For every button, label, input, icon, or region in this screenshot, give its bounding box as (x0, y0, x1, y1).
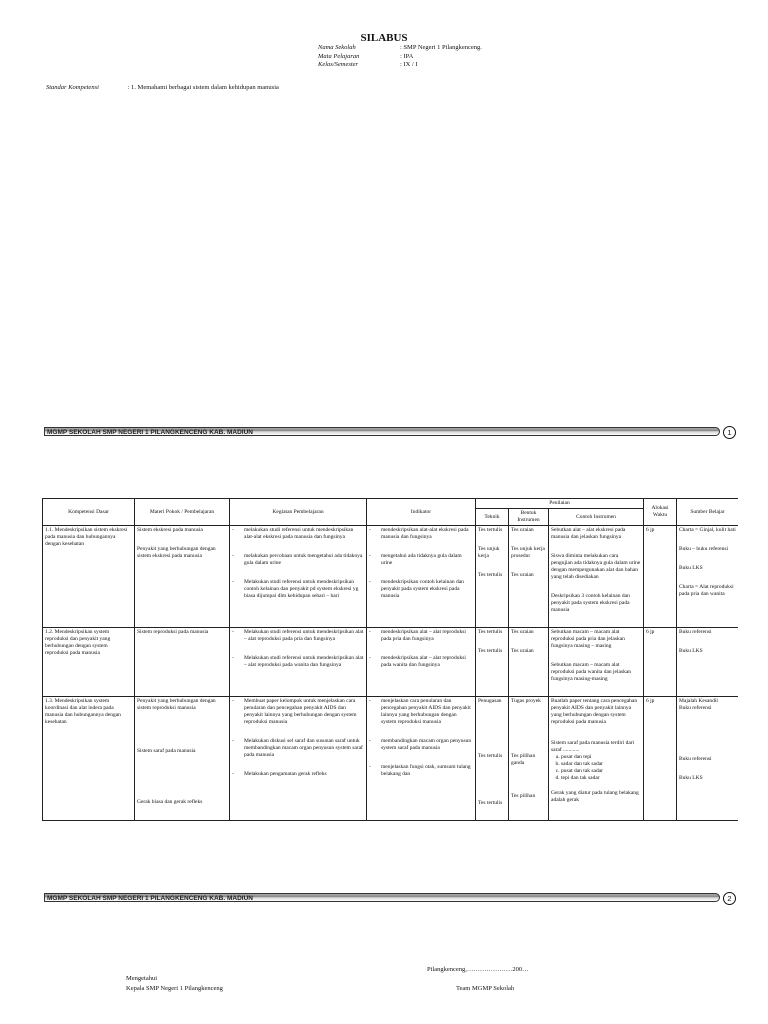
contoh-item: Sebutkan alat – alat ekskresi pada manusia dan jelaskan fungsinya (551, 527, 626, 540)
meta-row (318, 53, 482, 62)
meta-row (318, 61, 482, 70)
header-sumber: Sumber Belajar (677, 499, 738, 526)
sumber-item: Buku LKS (679, 648, 703, 654)
indikator-cell: - mendeskripsikan alat – alat reproduksi pada pria dan fungsinya - mendeskripsikan alat – alat reproduksi pada wanita dan fungsinya (367, 628, 476, 697)
option-item: a. pusat dan tepi (561, 754, 641, 761)
place-date: Pilangkenceng,…………………200… (427, 966, 529, 973)
materi-item: Penyakit yang berhubungan dengan sistem reproduksi manusia (137, 698, 216, 711)
mengetahui-label: Mengetahui (126, 975, 158, 982)
sumber-item: Buku – buku referensi (679, 546, 729, 552)
sumber-item: Buku referensi (679, 629, 712, 635)
teknik-item: Tes tertulis (478, 629, 503, 635)
kegiatan-item: Melakukan studi referensi untuk mendeskripsikan alat – alat reproduksi pada pria dan fungsinya (244, 629, 364, 642)
contoh-item: Buatlah paper tentang cara pencegahan penyakit AIDS dan penyakit lainnya yang berhubungan dengan system reproduksi pada manusia (551, 698, 638, 725)
contoh-item: Sebutkan macam – macam alat reproduksi pada wanita dan jelaskan fungsinya masing-masing (551, 662, 632, 682)
kepala-sekolah-label: Kepala SMP Negeri 1 Pilangkenceng (126, 985, 223, 992)
header-kegiatan: Kegiatan Pembelajaran (230, 499, 367, 526)
materi-cell (135, 628, 230, 697)
page-number-2: 2 (723, 892, 736, 905)
contoh-item: Gerak yang diatur pada tulang belakang adalah gerak (551, 790, 639, 803)
header-indikator: Indikator (367, 499, 476, 526)
kegiatan-cell: - Melakukan studi referensi untuk mendeskripsikan alat – alat reproduksi pada pria dan fungsinya - Melakukan studi referensi untuk mendeskripsikan alat – alat reproduksi pada wanita dan fungsinya (230, 628, 367, 697)
contoh-item: Sebutkan macam – macam alat reproduksi pada pria dan jelaskan fungsinya masing – masing (551, 629, 625, 649)
teknik-item: Penugasan (478, 698, 502, 704)
kegiatan-item: Melakukan studi referensi untuk mendeskripsikan contoh kelainan dan penyakit pd system ekskresi yg biasa dijumpai dlm kehidupan sehari – hari (244, 579, 359, 599)
materi-item: Sistem reproduksi pada manusia (137, 629, 209, 635)
teknik-cell (476, 697, 509, 821)
kegiatan-cell: - melakukan studi referensi untuk mendeskripsikan alat-alat ekskresi pada manusia dan fungsinya - melakukan percobaan untuk mengetahui ada tidaknya gula dalam urine - Melakukan studi referensi untuk mendeskripsikan contoh kelainan dan penyakit pd system ekskresi yg biasa dijumpai dlm kehidupan sehari – hari (230, 526, 367, 628)
table-row (43, 526, 739, 628)
meta-block (318, 44, 482, 70)
alokasi-cell: 6 jp (644, 697, 677, 821)
teknik-item: Tes tertulis (478, 648, 503, 654)
contoh-cell (549, 697, 644, 821)
page-footer-2: MGMP SEKOLAH SMP NEGERI 1 PILANGKENCENG KAB. MADIUN (44, 893, 720, 902)
bentuk-item: Tes pilihan (511, 793, 536, 799)
options-list (551, 754, 641, 782)
meta-value: : IX / I (400, 61, 418, 68)
teknik-item: Tes tertulis (478, 527, 503, 533)
meta-value: : SMP Negeri 1 Pilangkenceng. (400, 44, 482, 51)
bentuk-item: Tes uraian (511, 648, 534, 654)
materi-item: Sistem ekskresi pada manusia (137, 527, 203, 533)
contoh-item: Sistem saraf pada manusia terdiri dari saraf ............ (551, 740, 635, 753)
meta-value: : IPA (400, 52, 414, 60)
kegiatan-item: Melakukan studi referensi untuk mendeskripsikan alat – alat reproduksi pada wanita dan fungsinya (244, 655, 364, 668)
sumber-cell (677, 526, 738, 628)
header-alokasi: Alokasi Waktu (644, 499, 677, 526)
kd-cell: 1.2. Mendeskripsikan system reproduksi dan penyakit yang berhubungan dengan system reproduksi pada manusia (43, 628, 135, 697)
contoh-cell (549, 628, 644, 697)
sumber-item: Charta = Alat reproduksi pada pria dan wanita (679, 584, 734, 597)
kegiatan-item: melakukan percobaan untuk mengetahui ada tidaknya gula dalam urine (244, 553, 363, 566)
header-teknik: Teknik (476, 509, 509, 526)
materi-item: Gerak biasa dan gerak refleks (137, 799, 203, 805)
standar-kompetensi (46, 84, 279, 91)
teknik-cell (476, 526, 509, 628)
contoh-item: Deskripsikan 3 contoh kelainan dan penyakit pada system ekskresi pada manusia (551, 593, 630, 613)
materi-item: Sistem saraf pada manusia (137, 748, 196, 754)
option-item: d. tepi dan tak sadar (561, 775, 641, 782)
teknik-cell (476, 628, 509, 697)
team-mgmp-label: Team MGMP Sekolah (456, 985, 515, 992)
indikator-item: mendeskripsikan alat – alat reproduksi pada wanita dan fungsinya (381, 655, 466, 668)
kd-cell: 1.1. Mendeskripsikan sistem ekskresi pada manusia dan hubungannya dengan kesehatan (43, 526, 135, 628)
meta-label: Mata Pelajaran (318, 52, 360, 60)
bentuk-item: Tes uraian (511, 629, 534, 635)
kegiatan-item: Melakukan pengamatan gerak refleks (244, 771, 327, 777)
indikator-item: mendeskripsikan alat-alat ekskresi pada manusia dan fungsinya (381, 527, 469, 540)
contoh-cell (549, 526, 644, 628)
alokasi-cell: 6 jp (644, 526, 677, 628)
kegiatan-item: melakukan studi referensi untuk mendeskripsikan alat-alat ekskresi pada manusia dan fungsinya (244, 527, 354, 540)
header-penilaian: Penilaian (476, 499, 644, 509)
indikator-item: mendeskripsikan alat – alat reproduksi pada pria dan fungsinya (381, 629, 466, 642)
kegiatan-cell: - Membuat paper kelompok untuk menjelaskan cara penularan dan pencegahan penyakit AIDS dan penyakit lainnya yang berhubungan dengan system reproduksi manusia - Melakukan diskusi sel saraf dan susunan saraf untuk membandingkan macam organ penyusun system saraf pada manusia - Melakukan pengamatan gerak refleks (230, 697, 367, 821)
page-footer-1: MGMP SEKOLAH SMP NEGERI 1 PILANGKENCENG KAB. MADIUN (44, 427, 720, 436)
sumber-item: Buku referensi (679, 756, 712, 762)
teknik-item: Tes unjuk kerja (478, 546, 500, 559)
teknik-item: Tes tertulis (478, 800, 503, 806)
materi-item: Penyakit yang berhubungan dengan sistem ekskresi pada manusia (137, 546, 216, 559)
standar-value: : 1. Memahami berbagai sistem dalam kehidupan manusia (127, 84, 279, 91)
bentuk-cell (509, 697, 549, 821)
standar-label: Standar Kompetensi (46, 84, 99, 91)
indikator-cell: - mendeskripsikan alat-alat ekskresi pada manusia dan fungsinya - mengetahui ada tidaknya gula dalam urine - mendeskripsikan contoh kelainan dan penyakit pada system ekskresi pada manusia (367, 526, 476, 628)
bentuk-item: Tes pilihan ganda (511, 753, 536, 766)
teknik-item: Tes tertulis (478, 572, 503, 578)
indikator-item: membandingkan macam organ penyusun system saraf pada manusia (381, 738, 472, 751)
bentuk-item: Tugas proyek (511, 698, 541, 704)
table-row (43, 697, 739, 821)
option-item: c. pusat dan tak sadar (561, 768, 641, 775)
materi-cell (135, 526, 230, 628)
sumber-item: Charta = Ginjal, kulit hati (679, 527, 736, 533)
document-title: SILABUS (360, 32, 408, 44)
alokasi-cell: 6 jp (644, 628, 677, 697)
teknik-item: Tes tertulis (478, 753, 503, 759)
bentuk-cell (509, 628, 549, 697)
sumber-item: Majalah Kesandil (679, 698, 718, 704)
kegiatan-item: Membuat paper kelompok untuk menjelaskan cara penularan dan pencegahan penyakit AIDS dan penyakit lainnya yang berhubungan dengan system reproduksi manusia (244, 698, 357, 725)
sumber-item: Buku LKS (679, 775, 703, 781)
page-number-1: 1 (723, 426, 736, 439)
bentuk-item: Tes uraian (511, 527, 534, 533)
materi-cell (135, 697, 230, 821)
sumber-cell (677, 697, 738, 821)
meta-row (318, 44, 482, 53)
option-item: b. sadar dan tak sadar (561, 761, 641, 768)
sumber-item: Buku LKS (679, 565, 703, 571)
indikator-item: mengetahui ada tidaknya gula dalam urine (381, 553, 462, 566)
header-bentuk: Bentuk Instrumen (509, 509, 549, 526)
indikator-item: menjelaskan fungsi otak, sumsum tulang belakang dan (381, 764, 471, 777)
header-contoh: Contoh Instrumen (549, 509, 644, 526)
kd-cell: 1.3. Mendeskripsikan system koordinasi dan alat indera pada manusia dan hubungannya dengan kesehatan (43, 697, 135, 821)
header-kd: Kompetensi Dasar (43, 499, 135, 526)
bentuk-item: Tes unjuk kerja prosedur (511, 546, 545, 559)
header-materi: Materi Pokok / Pembelajaran (135, 499, 230, 526)
sumber-item: Buku referensi (679, 705, 712, 711)
table-row (43, 628, 739, 697)
indikator-item: mendeskripsikan contoh kelainan dan penyakit pada system ekskresi pada manusia (381, 579, 464, 599)
bentuk-cell (509, 526, 549, 628)
indikator-item: menjelaskan cara penularan dan pencegahan penyakit AIDS dan penyakit lainnya yang berhubungan dengan system reproduksi manusia (381, 698, 471, 725)
silabus-table-wrap (42, 498, 738, 890)
sumber-cell (677, 628, 738, 697)
meta-label: Kelas/Semester (318, 61, 359, 68)
bentuk-item: Tes uraian (511, 572, 534, 578)
kegiatan-item: Melakukan diskusi sel saraf dan susunan saraf untuk membandingkan macam organ penyusun system saraf pada manusia (244, 738, 363, 758)
contoh-item: Siswa diminta melakukan cara pengujian ada tidaknya gula dalam urine dengan mempergunakan alat dan bahan yang telah disediakan (551, 553, 641, 580)
indikator-cell: - menjelaskan cara penularan dan pencegahan penyakit AIDS dan penyakit lainnya yang berhubungan dengan system reproduksi manusia - membandingkan macam organ penyusun system saraf pada manusia - menjelaskan fungsi otak, sumsum tulang belakang dan (367, 697, 476, 821)
meta-label: Nama Sekolah (318, 44, 356, 51)
silabus-table (42, 498, 738, 821)
